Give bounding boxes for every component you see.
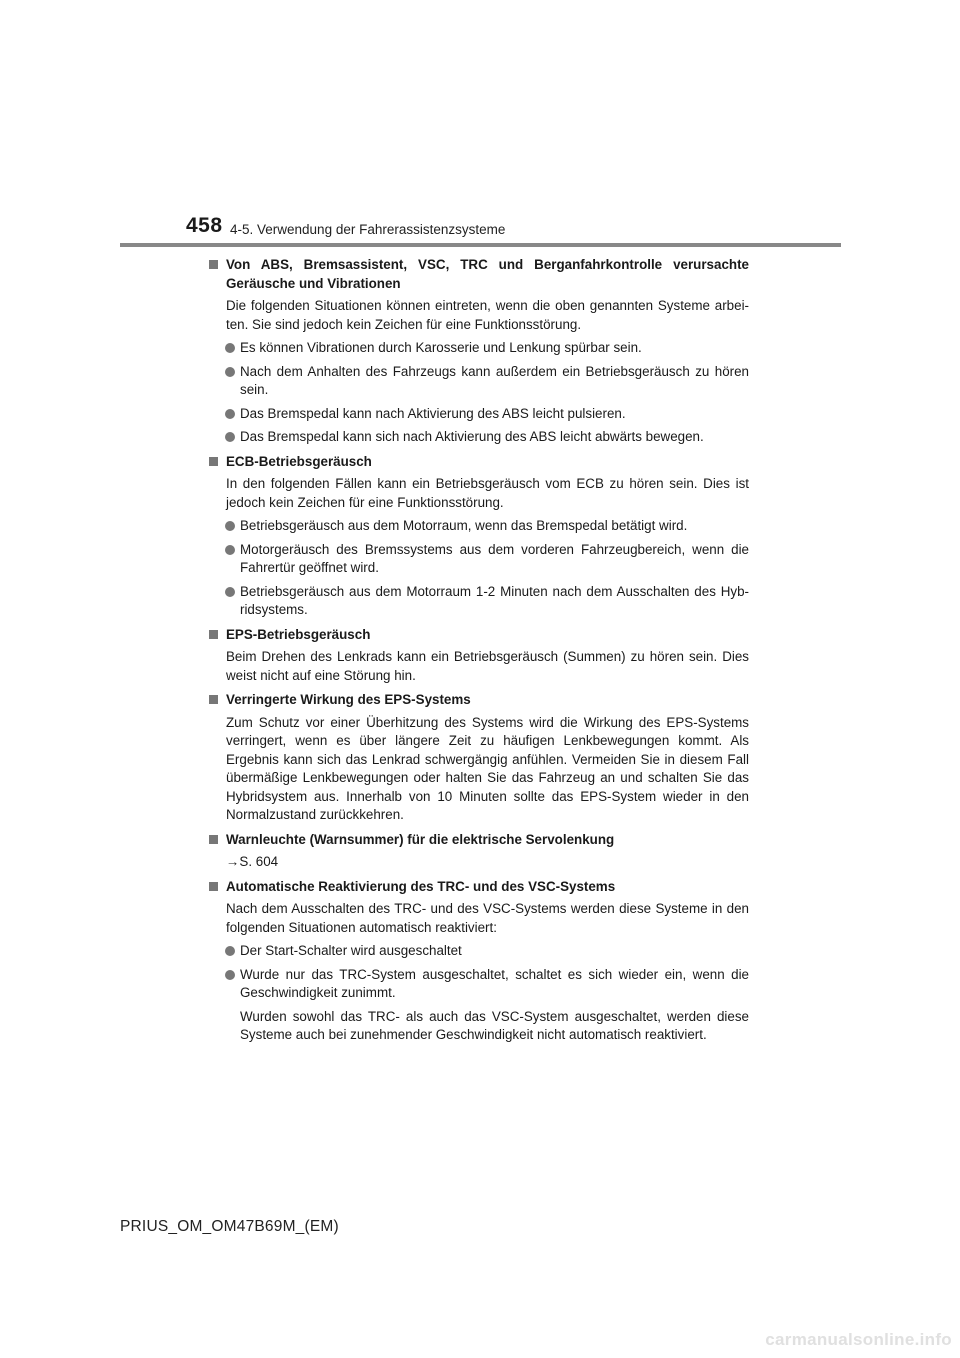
round-bullet-icon bbox=[225, 409, 235, 419]
round-bullet-icon bbox=[225, 432, 235, 442]
list-item-text: Das Bremspedal kann nach Aktivierung des ABS leicht pulsieren. bbox=[240, 405, 626, 421]
section bbox=[207, 626, 749, 686]
list-item bbox=[207, 583, 749, 620]
section-paragraph: Beim Drehen des Lenkrads kann ein Betriebsgeräusch (Summen) zu hören sein. Dies weist nicht auf eine Störung hin. bbox=[226, 649, 749, 683]
section-note: Wurden sowohl das TRC- als auch das VSC-System ausgeschaltet, werden diese Systeme auch bei zunehmender Geschwindigkeit nicht automatisch reaktiviert. bbox=[240, 1008, 749, 1042]
section-heading bbox=[207, 453, 749, 472]
section bbox=[207, 256, 749, 447]
section-paragraph: Die folgenden Situationen können eintreten, wenn die oben genannten Systeme arbei-ten. Sie sind jedoch kein Zeichen für eine Funktionsstörung. bbox=[226, 298, 749, 332]
section-heading bbox=[207, 831, 749, 850]
list-item-text: Das Bremspedal kann sich nach Aktivierung des ABS leicht abwärts bewegen. bbox=[240, 429, 704, 444]
list-item bbox=[207, 541, 749, 578]
bullet-list bbox=[207, 517, 749, 620]
page-content bbox=[207, 256, 749, 1051]
square-bullet-icon bbox=[209, 630, 218, 639]
section-heading bbox=[207, 626, 749, 645]
list-item-text: Es können Vibrationen durch Karosserie und Lenkung spürbar sein. bbox=[240, 340, 642, 355]
chapter-title: 4-5. Verwendung der Fahrerassistenzsysteme bbox=[230, 222, 506, 237]
list-item bbox=[207, 339, 749, 358]
section-heading-text: Automatische Reaktivierung des TRC- und des VSC-Systems bbox=[226, 878, 616, 894]
square-bullet-icon bbox=[209, 835, 218, 844]
list-item bbox=[207, 942, 749, 961]
round-bullet-icon bbox=[225, 545, 235, 555]
page-number: 458 bbox=[186, 214, 223, 237]
round-bullet-icon bbox=[225, 367, 235, 377]
section-heading-text: Von ABS, Bremsassistent, VSC, TRC und Berganfahrkontrolle verursachte Geräusche und Vibrationen bbox=[226, 257, 749, 291]
square-bullet-icon bbox=[209, 457, 218, 466]
section-paragraph: →S. 604 bbox=[226, 854, 279, 869]
bullet-list bbox=[207, 942, 749, 1003]
list-item bbox=[207, 363, 749, 400]
section-heading-text: EPS-Betriebsgeräusch bbox=[226, 626, 371, 642]
list-item bbox=[207, 966, 749, 1003]
section bbox=[207, 453, 749, 620]
round-bullet-icon bbox=[225, 587, 235, 597]
section-paragraph: Nach dem Ausschalten des TRC- und des VSC-Systems werden diese Systeme in den folgenden Situationen automatisch reaktiviert: bbox=[226, 901, 749, 935]
list-item bbox=[207, 517, 749, 536]
square-bullet-icon bbox=[209, 260, 218, 269]
list-item-text: Der Start-Schalter wird ausgeschaltet bbox=[240, 943, 462, 958]
bullet-list bbox=[207, 339, 749, 447]
section-heading bbox=[207, 256, 749, 293]
section bbox=[207, 878, 749, 1045]
section-heading-text: Warnleuchte (Warnsummer) für die elektrische Servolenkung bbox=[226, 831, 615, 847]
round-bullet-icon bbox=[225, 343, 235, 353]
section-heading bbox=[207, 691, 749, 710]
round-bullet-icon bbox=[225, 946, 235, 956]
section-heading-text: Verringerte Wirkung des EPS-Systems bbox=[226, 692, 471, 707]
section-paragraph: Zum Schutz vor einer Überhitzung des Systems wird die Wirkung des EPS-Systems verringert, wenn es über längere Zeit zu häufigen Lenkbewegungen kommt. Als Ergebnis kann sich das Lenkrad schwergängig anfühlen. Vermeiden Sie in diesem Fall übermäßige Lenkbewegungen oder halten Sie das Fahrzeug an und schalten Sie das Hybridsystem aus. Innerhalb von 10 Minuten sollte das EPS-System wieder in den Normalzustand zurückkehren. bbox=[226, 714, 749, 822]
section-heading bbox=[207, 878, 749, 897]
round-bullet-icon bbox=[225, 521, 235, 531]
footer-doc-code: PRIUS_OM_OM47B69M_(EM) bbox=[120, 1218, 339, 1235]
section bbox=[207, 691, 749, 825]
round-bullet-icon bbox=[225, 970, 235, 980]
list-item bbox=[207, 428, 749, 447]
list-item-text: Betriebsgeräusch aus dem Motorraum, wenn das Bremspedal betätigt wird. bbox=[240, 518, 688, 533]
section-paragraph: In den folgenden Fällen kann ein Betriebsgeräusch vom ECB zu hören sein. Dies ist jedoch kein Zeichen für eine Funktionsstörung. bbox=[226, 476, 749, 510]
list-item-text: Betriebsgeräusch aus dem Motorraum 1-2 Minuten nach dem Ausschalten des Hyb-ridsystems. bbox=[240, 583, 749, 617]
header-rule bbox=[120, 243, 841, 247]
section-heading-text: ECB-Betriebsgeräusch bbox=[226, 453, 372, 469]
list-item bbox=[207, 405, 749, 424]
list-item-text: Wurde nur das TRC-System ausgeschaltet, schaltet es sich wieder ein, wenn die Geschwindigkeit zunimmt. bbox=[240, 966, 749, 1000]
square-bullet-icon bbox=[209, 695, 218, 704]
watermark: carmanualsonline.info bbox=[765, 1330, 952, 1349]
list-item-text: Motorgeräusch des Bremssystems aus dem vorderen Fahrzeugbereich, wenn die Fahrertür geöffnet wird. bbox=[240, 541, 749, 575]
section bbox=[207, 831, 749, 872]
square-bullet-icon bbox=[209, 882, 218, 891]
list-item-text: Nach dem Anhalten des Fahrzeugs kann außerdem ein Betriebsgeräusch zu hören sein. bbox=[240, 363, 749, 397]
